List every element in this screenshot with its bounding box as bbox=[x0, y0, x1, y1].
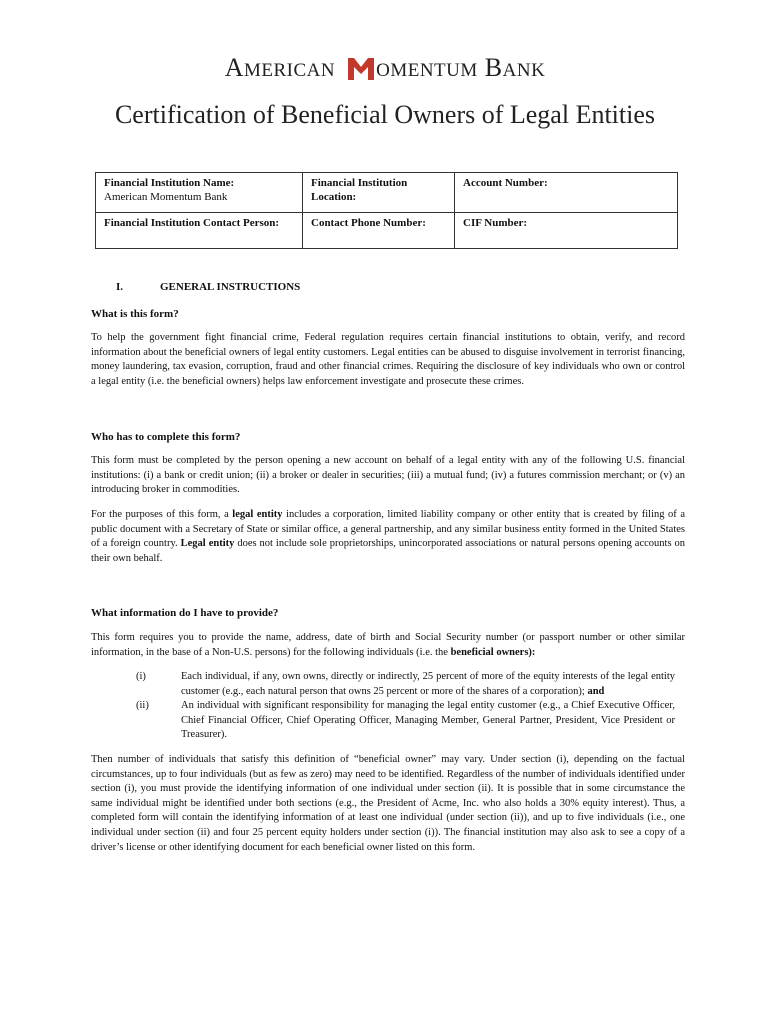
account-number-label: Account Number: bbox=[463, 177, 548, 189]
account-number-cell[interactable] bbox=[455, 173, 678, 213]
what-info-intro: This form requires you to provide the name, address, date of birth and Social Security number (or passport number or other similar information, in the base of a Non-U.S. persons) for the following individuals (i.e. the beneficial owners): bbox=[91, 631, 685, 658]
list-item-number: (i) bbox=[136, 671, 146, 683]
fi-location-cell[interactable] bbox=[303, 173, 455, 213]
section-title: GENERAL INSTRUCTIONS bbox=[160, 281, 301, 293]
instructions-content bbox=[91, 280, 685, 855]
what-is-paragraph: To help the government fight financial crime, Federal regulation requires certain financial institutions to obtain, verify, and record information about the beneficial owners of legal entity customers. Legal entities can be abused to disguise involvement in terrorist financing, money laundering, tax evasion, corruption, fraud and other financial crimes. Requiring the disclosure of key individuals who own or control a legal entity (i.e. the beneficial owners) helps law enforcement investigate and prosecute these crimes. bbox=[91, 332, 685, 387]
list-item bbox=[91, 699, 685, 743]
legal-entity-paragraph: For the purposes of this form, a legal entity includes a corporation, limited liability company or other entity that is created by filing of a public document with a Secretary of State or similar office, a general partnership, and any similar business entity formed in the United States of a foreign country. Legal entity does not include sole proprietorships, unincorporated associations or natural persons opening accounts on their own behalf. bbox=[91, 508, 686, 564]
page-title: Certification of Beneficial Owners of Legal Entities bbox=[114, 100, 656, 129]
logo-word-bank: BANK bbox=[484, 53, 546, 82]
question-who-has: Who has to complete this form? bbox=[91, 430, 241, 443]
who-has-paragraph: This form must be completed by the person opening a new account on behalf of a legal entity with any of the following U.S. financial institutions: (i) a bank or credit union; (ii) a broker or dealer in securities; (iii) a mutual fund; (iv) a futures commission merchant; or (v) an introducing broker in commodities. bbox=[91, 455, 685, 496]
fi-name-cell[interactable] bbox=[96, 173, 303, 213]
fi-name-label: Financial Institution Name: bbox=[104, 177, 235, 189]
bank-m-mark-icon bbox=[348, 58, 374, 80]
contact-phone-cell[interactable] bbox=[303, 213, 455, 249]
section-heading bbox=[116, 280, 685, 295]
fi-name-value: American Momentum Bank bbox=[104, 191, 228, 203]
closing-paragraph: Then number of individuals that satisfy this definition of “beneficial owner” may vary. Under section (i), depending on the factual circumstances, up to four individuals (but as few as zero) may need to be identified. Regardless of the number of individuals identified under section (i), you must provide the identifying information of one individual under section (ii). It is possible that in some circumstance the same individual might be identified under both sections (e.g., the President of Acme, Inc. who also holds a 30% equity interest). Thus, a completed form will contain the identifying information of at least one individual (under section (ii)), and up to five individuals (i.e., one individual under section (ii) and four 25 percent equity holders under section (i)). The financial institution may also ask to see a copy of a driver’s license or other identifying document for each beneficial owner listed on this form. bbox=[91, 754, 685, 853]
contact-phone-label: Contact Phone Number: bbox=[311, 217, 426, 229]
list-item-text: Each individual, if any, own owns, directly or indirectly, 25 percent of more of the equity interests of the legal entity customer (e.g., each natural person that owns 25 percent or more of the shares of a corporation); and bbox=[181, 671, 675, 697]
institution-info-table bbox=[95, 172, 678, 249]
section-number: I. bbox=[116, 281, 124, 293]
list-item bbox=[91, 670, 685, 699]
logo-word-american: AMERICAN bbox=[224, 53, 336, 82]
list-item-number: (ii) bbox=[136, 700, 149, 712]
cif-number-cell[interactable] bbox=[455, 213, 678, 249]
bank-logo bbox=[0, 52, 770, 87]
fi-location-label: Financial Institution Location: bbox=[311, 177, 408, 203]
question-what-info: What information do I have to provide? bbox=[91, 607, 279, 620]
question-what-is: What is this form? bbox=[91, 307, 179, 320]
cif-number-label: CIF Number: bbox=[463, 217, 528, 229]
logo-word-momentum: OMENTUM bbox=[376, 60, 478, 81]
list-item-text: An individual with significant responsibility for managing the legal entity customer (e.g., a Chief Executive Officer, Chief Financial Officer, Chief Operating Officer, Managing Member, General Partner, President, Vice President or Treasurer). bbox=[181, 700, 675, 741]
contact-person-cell[interactable] bbox=[96, 213, 303, 249]
contact-person-label: Financial Institution Contact Person: bbox=[104, 217, 280, 229]
